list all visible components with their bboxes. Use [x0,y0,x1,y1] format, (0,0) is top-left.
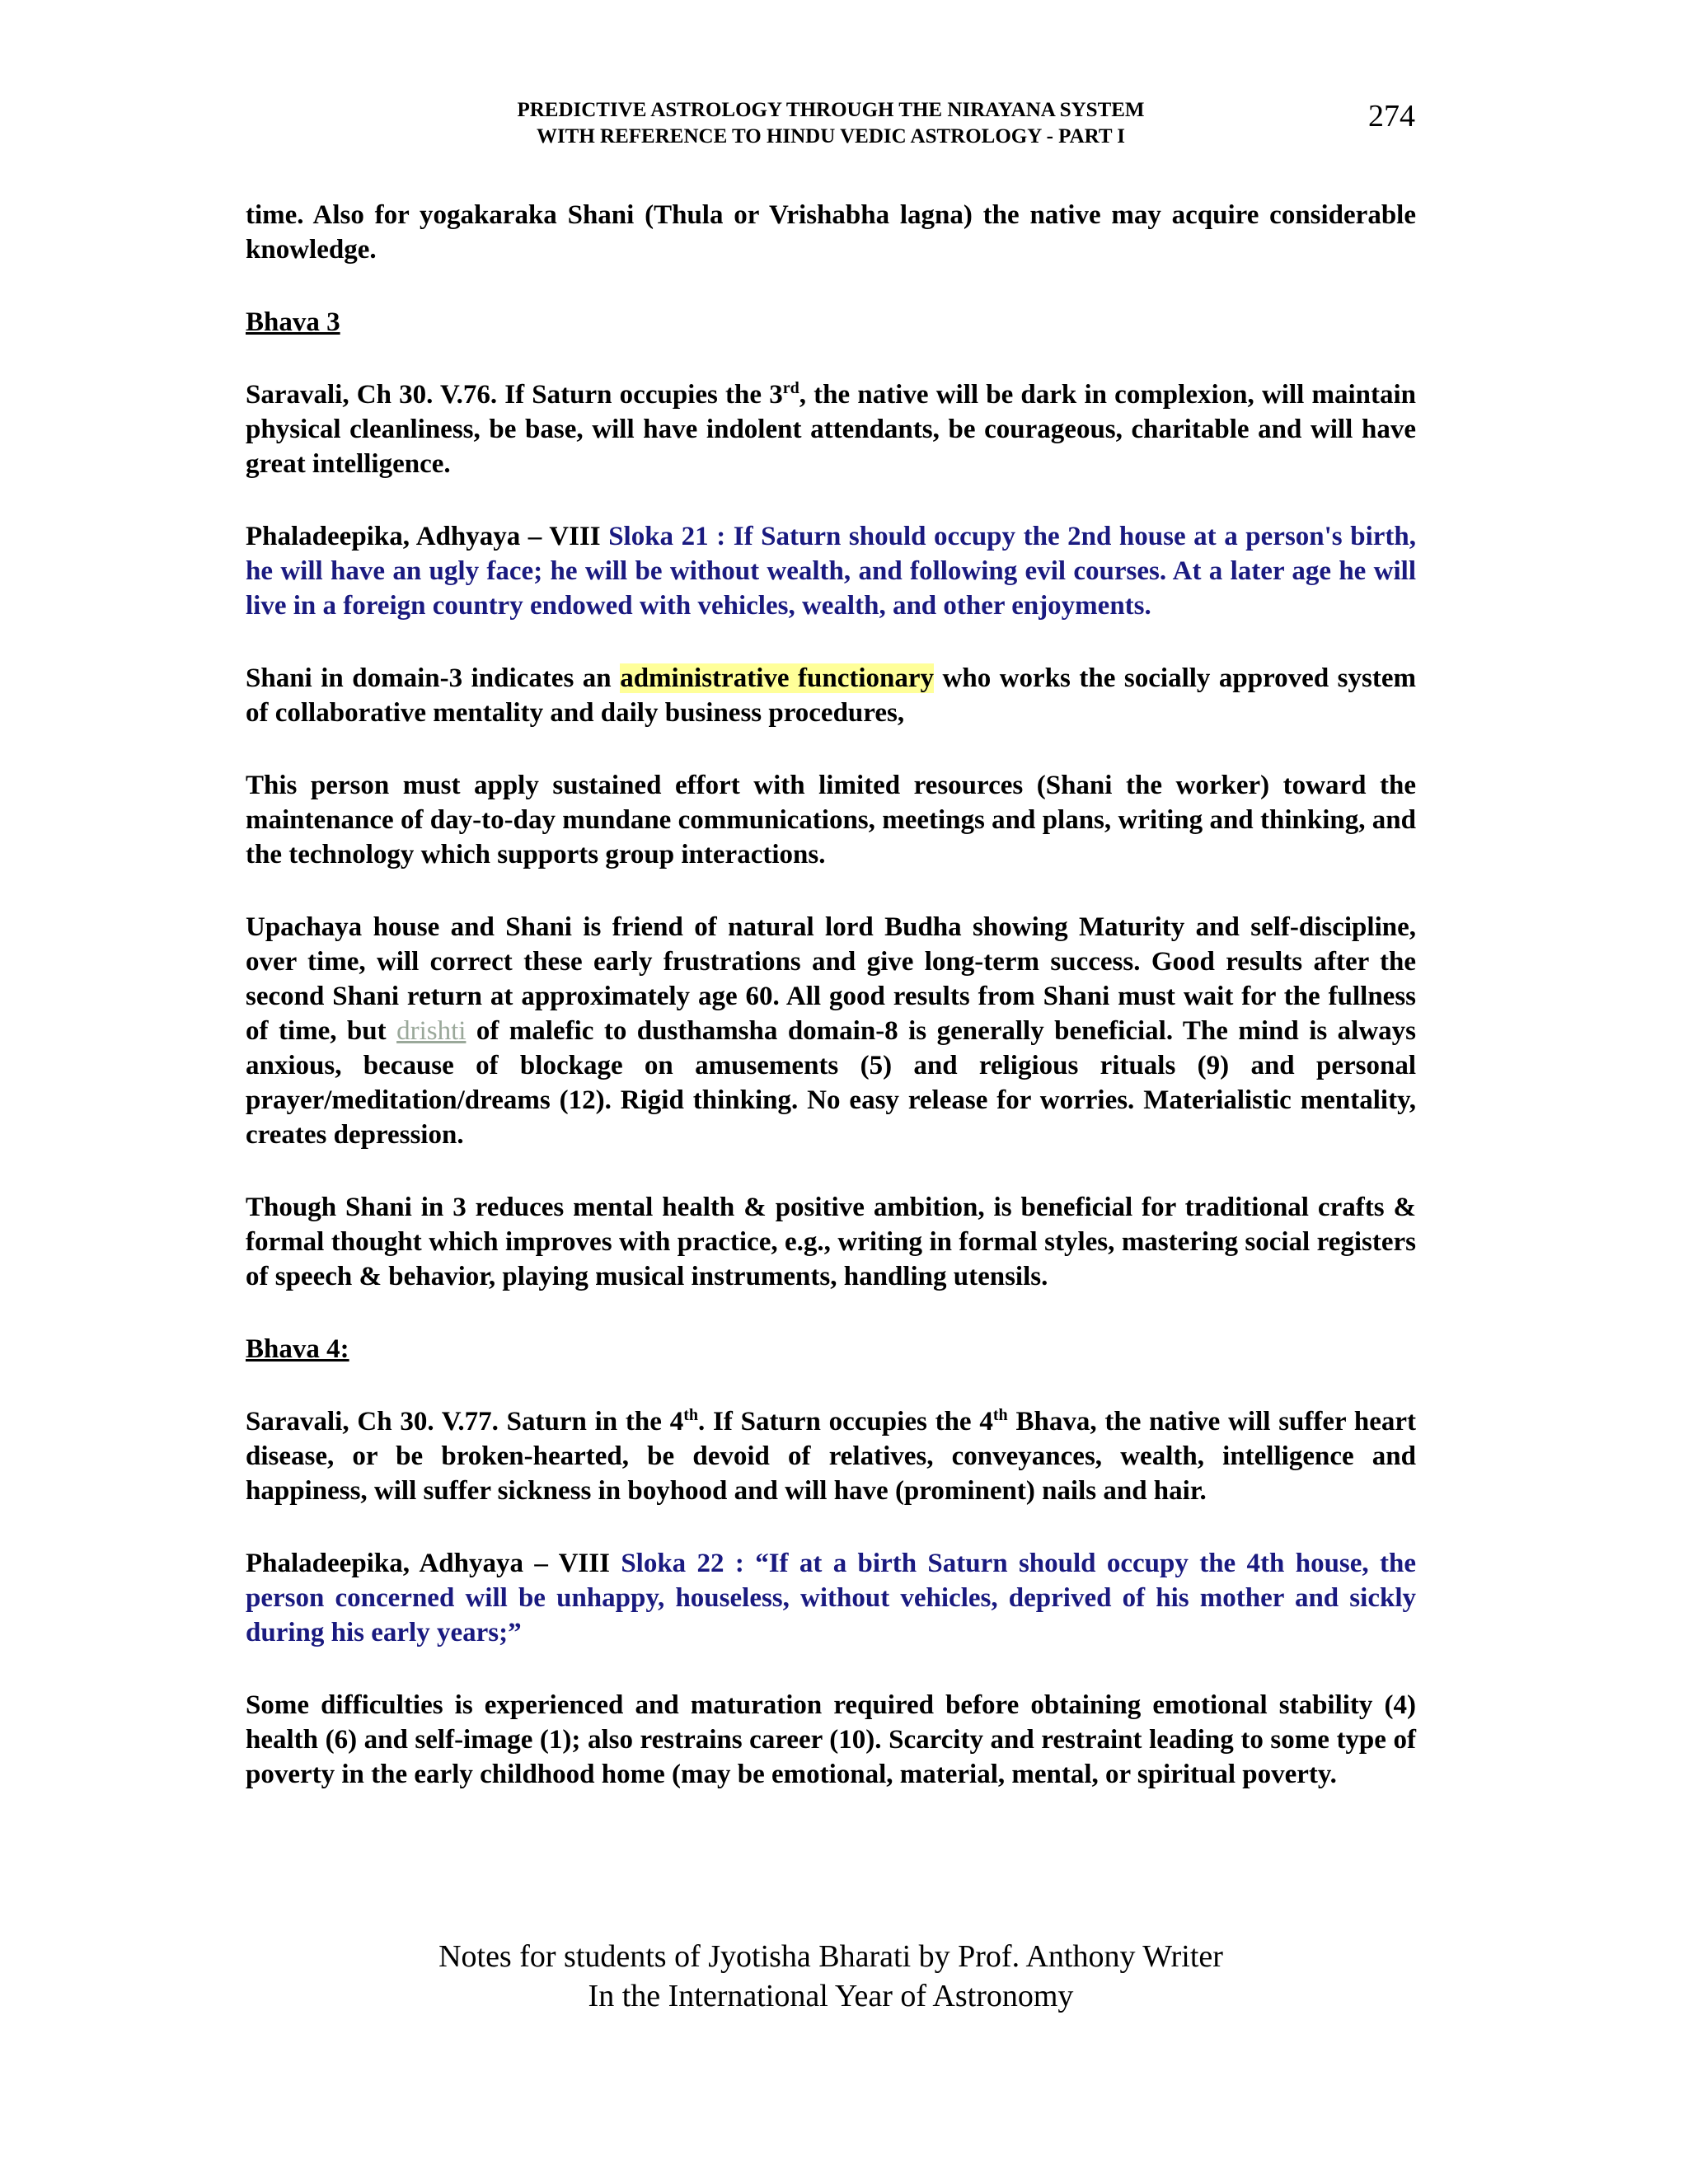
saravali-77-text-a: Saravali, Ch 30. V.77. Saturn in the 4 [246,1407,684,1436]
footer-line-1: Notes for students of Jyotisha Bharati by Prof. Anthony Writer [438,1939,1223,1974]
ordinal-superscript: th [683,1406,699,1424]
paragraph-continuation: time. Also for yogakaraka Shani (Thula or Vrishabha lagna) the native may acquire considerable knowledge. [246,200,1416,265]
saravali-76-text-b: , the native will be dark in complexion, will maintain physical cleanliness, be base, will have indolent attendants, be courageous, charitable and will have great intelligence. [246,380,1416,479]
ordinal-superscript: th [992,1406,1008,1424]
page-content [246,198,1416,1830]
upachaya-text-b: of malefic to dusthamsha domain-8 is generally beneficial. The mind is always anxious, because of blockage on amusements (5) and religious rituals (9) and personal prayer/meditation/dreams (12). Rigid thinking. No easy release for worries. Materialistic mentality, creates depression. [246,1016,1416,1150]
paragraph-shani-in-3: Though Shani in 3 reduces mental health & positive ambition, is beneficial for traditional crafts & formal thought which improves with practice, e.g., writing in formal styles, mastering social registers of speech & behavior, playing musical instruments, handling utensils. [246,1193,1416,1291]
saravali-76-text-a: Saravali, Ch 30. V.76. If Saturn occupies the 3 [246,380,783,410]
saravali-77-text-c: Bhava, the native will suffer heart disease, or be broken-hearted, be devoid of relatives, conveyances, wealth, intelligence and happiness, will suffer sickness in boyhood and will have (prominent) nails and hair. [246,1407,1416,1506]
paragraph-phaladeepika-22 [246,1546,1416,1650]
header-title-line-2: WITH REFERENCE TO HINDU VEDIC ASTROLOGY - PART I [536,125,1126,148]
page-footer [246,1937,1416,2016]
sloka-22-quote: Sloka 22 : “If at a birth Saturn should occupy the 4th house, the person concerned will be unhappy, houseless, without vehicles, deprived of his mother and sickly during his early years;” [246,1549,1416,1647]
highlighted-term: administrative functionary [620,663,935,693]
phaladeepika-reference: Phaladeepika, Adhyaya – VIII [246,522,609,551]
phaladeepika-reference: Phaladeepika, Adhyaya – VIII [246,1549,621,1578]
section-heading-bhava-3: Bhava 3 [246,307,340,337]
paragraph-saravali-76 [246,377,1416,481]
footer-line-2: In the International Year of Astronomy [588,1979,1074,2013]
running-header [246,97,1416,150]
drishti-link[interactable]: drishti [396,1016,467,1046]
domain-3-text-b: who works the socially approved system of collaborative mentality and daily business procedures, [246,663,1416,728]
page-number: 274 [1368,99,1415,134]
sloka-21-quote: Sloka 21 : If Saturn should occupy the 2nd house at a person's birth, he will have an ugly face; he will be without wealth, and following evil courses. At a later age he will live in a foreign country endowed with vehicles, wealth, and other enjoyments. [246,522,1416,621]
paragraph-sustained-effort: This person must apply sustained effort with limited resources (Shani the worker) toward the maintenance of day-to-day mundane communications, meetings and plans, writing and thinking, and the technology which supports group interactions. [246,771,1416,869]
upachaya-text-a: Upachaya house and Shani is friend of natural lord Budha showing Maturity and self-discipline, over time, will correct these early frustrations and give long-term success. Good results after the second Shani return at approximately age 60. All good results from Shani must wait for the fullness of time, but [246,912,1416,1046]
paragraph-phaladeepika-21 [246,519,1416,623]
header-title-line-1: PREDICTIVE ASTROLOGY THROUGH THE NIRAYANA SYSTEM [517,99,1145,121]
paragraph-saravali-77 [246,1404,1416,1508]
paragraph-upachaya [246,910,1416,1152]
saravali-77-text-b: . If Saturn occupies the 4 [698,1407,993,1436]
section-heading-bhava-4: Bhava 4: [246,1334,349,1364]
ordinal-superscript: rd [782,379,799,397]
paragraph-domain-3 [246,661,1416,730]
paragraph-difficulties: Some difficulties is experienced and maturation required before obtaining emotional stability (4) health (6) and self-image (1); also restrains career (10). Scarcity and restraint leading to some type of poverty in the early childhood home (may be emotional, material, mental, or spiritual poverty. [246,1690,1416,1789]
domain-3-text-a: Shani in domain-3 indicates an [246,663,621,693]
